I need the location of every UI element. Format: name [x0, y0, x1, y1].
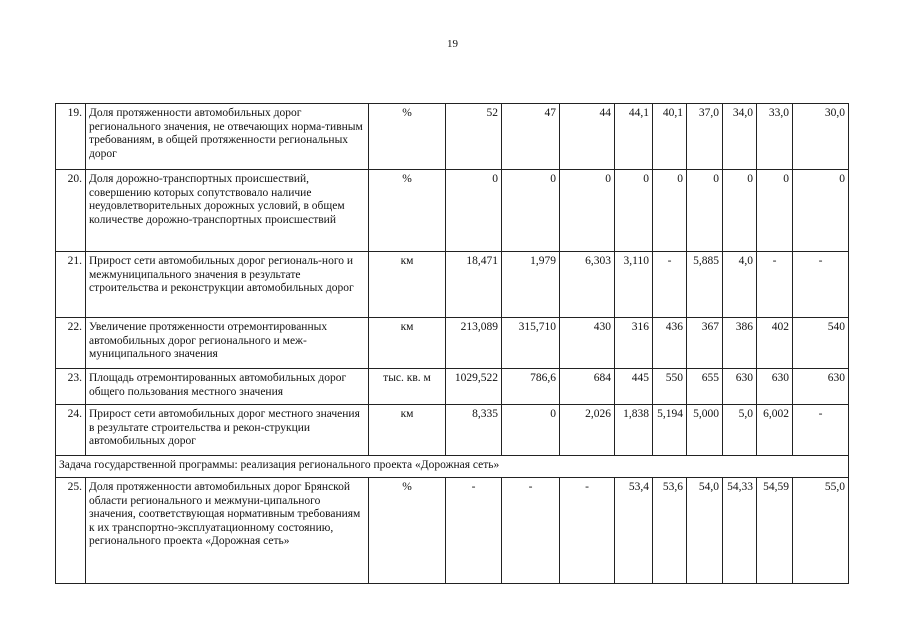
indicator-name: Прирост сети автомобильных дорог местного значения в результате строительства и рекон-струкции автомобильных дорог — [86, 405, 369, 456]
value-cell: - — [793, 252, 849, 318]
value-cell: 1,979 — [502, 252, 560, 318]
indicator-name: Увеличение протяженности отремонтированных автомобильных дорог регионального и меж-муниципального значения — [86, 318, 369, 369]
value-cell: 44,1 — [615, 104, 653, 170]
value-cell: 5,194 — [653, 405, 687, 456]
value-cell: 40,1 — [653, 104, 687, 170]
table-row — [56, 104, 849, 170]
indicators-table — [55, 103, 849, 584]
value-cell: 0 — [723, 170, 757, 252]
value-cell: 0 — [687, 170, 723, 252]
indicator-name: Площадь отремонтированных автомобильных дорог общего пользования местного значения — [86, 369, 369, 405]
value-cell: 445 — [615, 369, 653, 405]
row-number: 19. — [56, 104, 86, 170]
value-cell: 436 — [653, 318, 687, 369]
value-cell: - — [757, 252, 793, 318]
value-cell: 5,885 — [687, 252, 723, 318]
row-number: 25. — [56, 478, 86, 584]
value-cell: 5,000 — [687, 405, 723, 456]
value-cell: 1,838 — [615, 405, 653, 456]
value-cell: 430 — [560, 318, 615, 369]
value-cell: 37,0 — [687, 104, 723, 170]
value-cell: 53,6 — [653, 478, 687, 584]
value-cell: 0 — [757, 170, 793, 252]
indicator-name: Доля протяженности автомобильных дорог Брянской области регионального и межмуни-ципального значения, соответствующая нормативным требованиям к их транспортно-эксплуатационному состоянию, регионального проекта «Дорожная сеть» — [86, 478, 369, 584]
value-cell: 315,710 — [502, 318, 560, 369]
indicator-name: Доля дорожно-транспортных происшествий, совершению которых сопутствовало наличие неудовлетворительных дорожных условий, в общем количестве дорожно-транспортных происшествий — [86, 170, 369, 252]
unit-cell: % — [369, 478, 446, 584]
value-cell: 213,089 — [446, 318, 502, 369]
value-cell: 655 — [687, 369, 723, 405]
table-row — [56, 170, 849, 252]
section-row — [56, 456, 849, 478]
value-cell: - — [793, 405, 849, 456]
table-row — [56, 405, 849, 456]
value-cell: 402 — [757, 318, 793, 369]
value-cell: 540 — [793, 318, 849, 369]
value-cell: 1029,522 — [446, 369, 502, 405]
value-cell: 0 — [446, 170, 502, 252]
value-cell: 30,0 — [793, 104, 849, 170]
row-number: 20. — [56, 170, 86, 252]
value-cell: 33,0 — [757, 104, 793, 170]
unit-cell: км — [369, 252, 446, 318]
value-cell: - — [653, 252, 687, 318]
row-number: 24. — [56, 405, 86, 456]
value-cell: 367 — [687, 318, 723, 369]
table-row — [56, 478, 849, 584]
value-cell: 8,335 — [446, 405, 502, 456]
section-title: Задача государственной программы: реализация регионального проекта «Дорожная сеть» — [56, 456, 849, 478]
indicator-name: Доля протяженности автомобильных дорог регионального значения, не отвечающих норма-тивным требованиям, в общей протяженности региональных дорог — [86, 104, 369, 170]
table-section — [56, 456, 849, 478]
value-cell: 34,0 — [723, 104, 757, 170]
value-cell: - — [502, 478, 560, 584]
value-cell: 6,002 — [757, 405, 793, 456]
value-cell: 0 — [502, 170, 560, 252]
value-cell: - — [560, 478, 615, 584]
table-body-bottom — [56, 478, 849, 584]
table-body-top — [56, 104, 849, 456]
value-cell: 54,33 — [723, 478, 757, 584]
table-row — [56, 318, 849, 369]
value-cell: 54,0 — [687, 478, 723, 584]
value-cell: 316 — [615, 318, 653, 369]
value-cell: 550 — [653, 369, 687, 405]
row-number: 21. — [56, 252, 86, 318]
value-cell: 0 — [615, 170, 653, 252]
value-cell: 786,6 — [502, 369, 560, 405]
value-cell: 0 — [653, 170, 687, 252]
unit-cell: км — [369, 318, 446, 369]
unit-cell: тыс. кв. м — [369, 369, 446, 405]
value-cell: 5,0 — [723, 405, 757, 456]
table-row — [56, 252, 849, 318]
value-cell: 0 — [560, 170, 615, 252]
value-cell: 630 — [723, 369, 757, 405]
unit-cell: % — [369, 170, 446, 252]
value-cell: 54,59 — [757, 478, 793, 584]
value-cell: 6,303 — [560, 252, 615, 318]
value-cell: 684 — [560, 369, 615, 405]
value-cell: 47 — [502, 104, 560, 170]
value-cell: 53,4 — [615, 478, 653, 584]
value-cell: 0 — [793, 170, 849, 252]
value-cell: 44 — [560, 104, 615, 170]
value-cell: 3,110 — [615, 252, 653, 318]
value-cell: 386 — [723, 318, 757, 369]
row-number: 22. — [56, 318, 86, 369]
value-cell: 55,0 — [793, 478, 849, 584]
page-number: 19 — [447, 38, 458, 50]
value-cell: 18,471 — [446, 252, 502, 318]
value-cell: 630 — [757, 369, 793, 405]
value-cell: 2,026 — [560, 405, 615, 456]
value-cell: - — [446, 478, 502, 584]
indicator-name: Прирост сети автомобильных дорог региональ-ного и межмуниципального значения в результате строительства и реконструкции автомобильных дорог — [86, 252, 369, 318]
value-cell: 4,0 — [723, 252, 757, 318]
value-cell: 0 — [502, 405, 560, 456]
row-number: 23. — [56, 369, 86, 405]
value-cell: 630 — [793, 369, 849, 405]
table-row — [56, 369, 849, 405]
value-cell: 52 — [446, 104, 502, 170]
unit-cell: км — [369, 405, 446, 456]
unit-cell: % — [369, 104, 446, 170]
